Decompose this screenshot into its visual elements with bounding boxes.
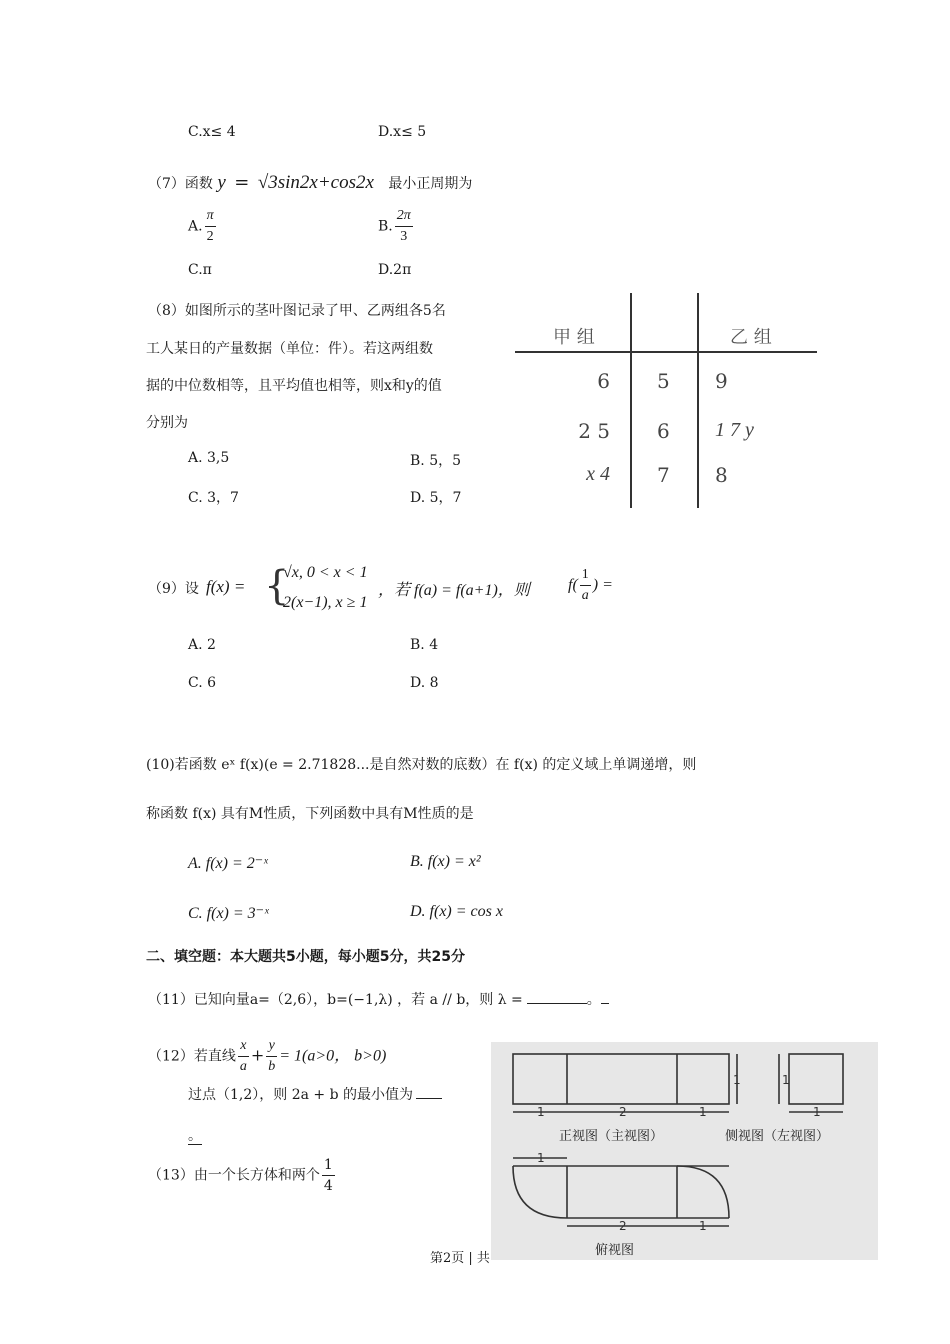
q7-number: （7）函数: [148, 176, 213, 192]
q8-line-1: （8）如图所示的茎叶图记录了甲、乙两组各5名: [148, 303, 446, 319]
q9-option-c: C. 6: [188, 675, 217, 691]
front-dim-middle: 2: [619, 1105, 627, 1119]
q7-eq: =: [234, 172, 250, 193]
q9-option-b: B. 4: [410, 637, 439, 653]
q8-option-c: C. 3，7: [188, 490, 239, 506]
q10-option-b: B. f(x) = x²: [410, 853, 481, 870]
stem-leaf-row3-stem: 7: [657, 463, 670, 487]
stem-leaf-row3-left: x 4: [586, 463, 610, 485]
q12-line-3: [188, 1125, 202, 1145]
q9-option-a: A. 2: [188, 637, 216, 653]
stem-leaf-divider-left: [630, 293, 632, 508]
stem-leaf-row2-stem: 6: [657, 419, 670, 443]
q7-option-d: D.2π: [378, 262, 412, 278]
q10-option-c: C. f(x) = 3⁻ˣ: [188, 905, 269, 922]
q11-answer-blank: [527, 989, 587, 1004]
q7-formula: √3sin2x+cos2x: [257, 172, 374, 193]
q10-line-2: 称函数 f(x) 具有M性质，下列函数中具有M性质的是: [146, 806, 474, 822]
question-7: [148, 172, 472, 194]
q12-answer-blank: [416, 1084, 442, 1099]
top-dim-left: 1: [537, 1151, 545, 1165]
q11-text: （11）已知向量a=（2,6），b=(−1,λ) ，若 a // b，则 λ =: [148, 992, 523, 1008]
stem-leaf-left-header: 甲 组: [553, 327, 595, 348]
section-2-title: 二、填空题：本大题共5小题，每小题5分，共25分: [146, 949, 465, 965]
q9-option-d: D. 8: [410, 675, 439, 691]
q7-option-a-num: π: [205, 206, 216, 227]
q7-lhs: y: [217, 172, 226, 193]
front-view-label: 正视图（主视图）: [559, 1129, 664, 1144]
top-view-label: 俯视图: [595, 1243, 635, 1258]
q9-ask-pre: f(: [568, 576, 578, 594]
three-view-drawing: [491, 1042, 878, 1260]
q10-line-1: (10)若函数 eˣ f(x)(e = 2.71828...是自然对数的底数）在 f(x) 的定义域上单调递增，则: [146, 757, 697, 773]
q8-line-2: 工人某日的产量数据（单位：件）。若这两组数: [146, 341, 433, 357]
q7-option-b-den: 3: [400, 229, 408, 244]
top-view-left-arc: [513, 1166, 567, 1218]
q10-option-d: D. f(x) = cos x: [410, 903, 503, 920]
q8-option-d: D. 5，7: [410, 490, 462, 506]
three-view-figure: [491, 1042, 878, 1260]
page-footer: 第2页 | 共: [430, 1251, 490, 1266]
side-view-label: 侧视图（左视图）: [725, 1129, 830, 1144]
q6-option-c: C.x≤ 4: [188, 124, 236, 140]
stem-leaf-divider-right: [697, 293, 699, 508]
q9-case-1: √x, 0 < x < 1: [283, 564, 368, 581]
q12-line-2-text: 过点（1,2），则 2a + b 的最小值为: [188, 1087, 414, 1103]
q12-plus: +: [250, 1045, 265, 1065]
q13-pre: （13）由一个长方体和两个: [148, 1167, 320, 1184]
stem-leaf-row2-left: 2 5: [578, 419, 610, 443]
q7-option-c: C.π: [188, 262, 212, 278]
q9-ask-den: a: [581, 588, 589, 603]
q9-fx: f(x) =: [206, 577, 246, 596]
q7-option-a: [188, 206, 218, 247]
q9-condition: ，若 f(a) = f(a+1)，则: [378, 582, 530, 599]
stem-leaf-row3-right: 8: [715, 463, 728, 487]
question-12: [148, 1036, 386, 1077]
side-dim-height: 1: [782, 1073, 790, 1087]
stem-leaf-row1-stem: 5: [657, 369, 670, 393]
q9-ask-num: 1: [580, 565, 591, 586]
q12-x-den: a: [239, 1059, 247, 1074]
q7-tail: 最小正周期为: [388, 176, 473, 192]
side-dim-width: 1: [813, 1105, 821, 1119]
q8-line-3: 据的中位数相等，且平均值也相等，则x和y的值: [146, 378, 442, 394]
q7-option-a-den: 2: [206, 229, 214, 244]
q8-line-4: 分别为: [146, 415, 188, 431]
q8-option-b: B. 5，5: [410, 453, 462, 469]
q10-option-a: A. f(x) = 2⁻ˣ: [188, 855, 268, 872]
q7-option-b-num: 2π: [395, 206, 413, 227]
stem-leaf-row1-right: 9: [715, 369, 728, 393]
stem-leaf-row2-right: 1 7 y: [715, 419, 754, 441]
q12-x-num: x: [238, 1036, 249, 1057]
q12-y-den: b: [268, 1059, 276, 1074]
question-11: [148, 989, 609, 1009]
q11-end: 。: [586, 992, 601, 1008]
q12-line-3-end: 。: [188, 1128, 202, 1144]
q7-option-b: [378, 206, 415, 247]
q12-line-2: [188, 1084, 442, 1104]
q9-ask-post: ) =: [592, 576, 613, 594]
q9-ask: [568, 565, 613, 606]
q9-brace: {: [264, 563, 290, 609]
q12-pre: （12）若直线: [148, 1048, 236, 1065]
question-13: [148, 1155, 337, 1196]
top-dim-right: 1: [699, 1219, 707, 1233]
top-view-right-arc: [677, 1166, 729, 1218]
q7-option-a-label: A.: [188, 218, 203, 235]
q8-option-a: A. 3,5: [188, 450, 230, 466]
side-view-outline: [789, 1054, 843, 1104]
front-dim-left: 1: [537, 1105, 545, 1119]
q11-underline-tail: [601, 989, 609, 1004]
q6-option-d: D.x≤ 5: [378, 124, 427, 140]
front-dim-right: 1: [699, 1105, 707, 1119]
top-dim-middle: 2: [619, 1219, 627, 1233]
q7-option-b-label: B.: [378, 218, 393, 235]
stem-leaf-row1-left: 6: [597, 369, 610, 393]
q9-case-2: 2(x−1), x ≥ 1: [283, 594, 368, 611]
front-view-outline: [513, 1054, 729, 1104]
stem-leaf-plot: [515, 293, 820, 508]
q12-y-num: y: [266, 1036, 277, 1057]
stem-leaf-right-header: 乙 组: [730, 327, 772, 348]
q12-post: = 1(a>0， b>0): [279, 1047, 387, 1065]
front-dim-height: 1: [733, 1073, 741, 1087]
stem-leaf-header-rule: [515, 351, 817, 353]
q9-number: （9）设: [148, 581, 199, 597]
q13-den: 4: [323, 1178, 333, 1194]
q13-num: 1: [322, 1155, 335, 1176]
